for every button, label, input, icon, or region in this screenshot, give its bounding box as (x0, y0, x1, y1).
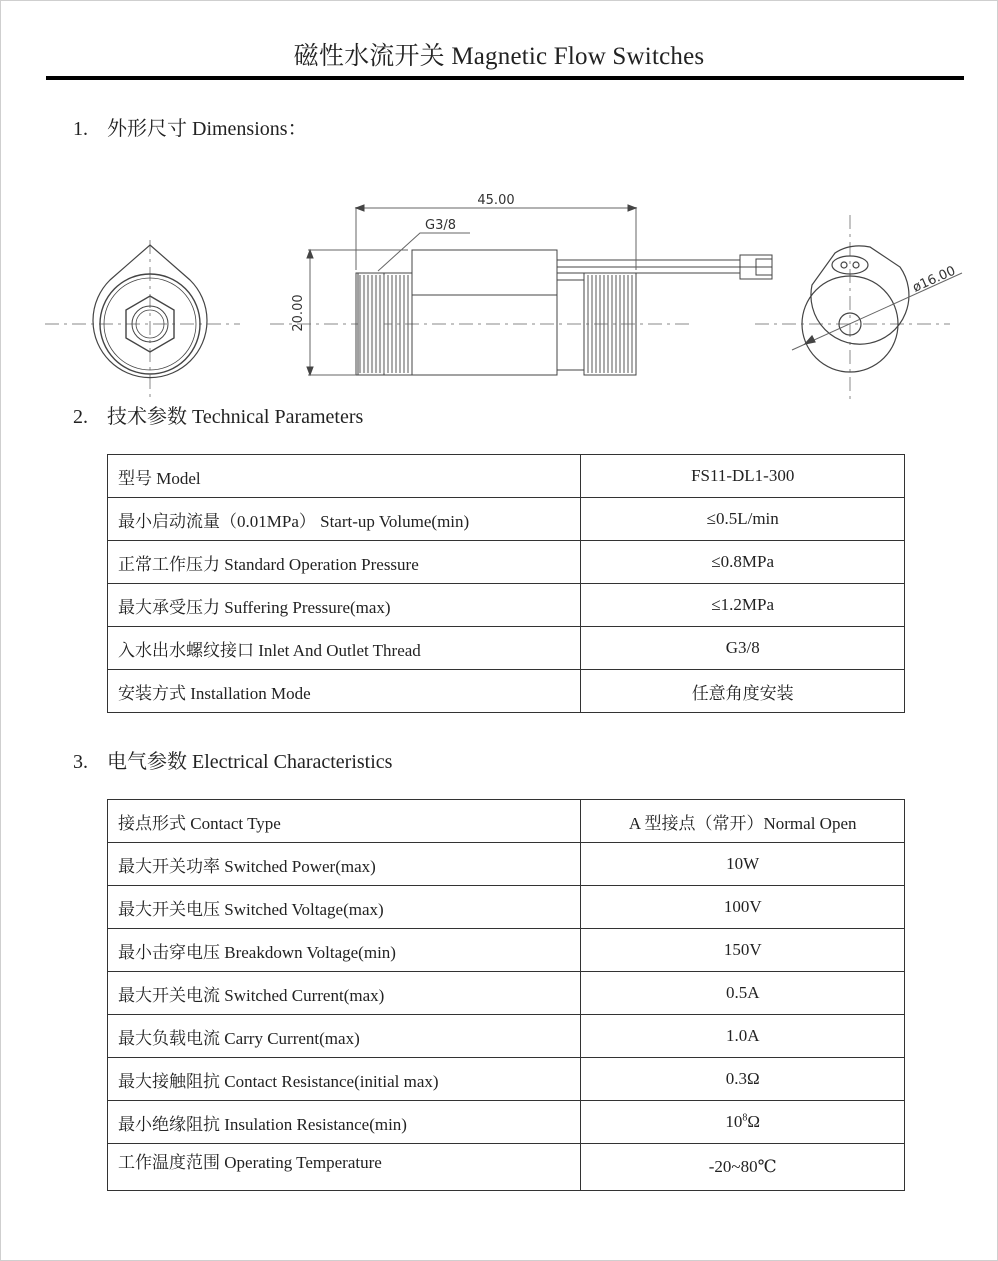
table-row (108, 1144, 905, 1191)
table-row (108, 972, 905, 1015)
param-value: FS11-DL1-300 (581, 455, 905, 498)
technical-parameters-table (107, 454, 905, 713)
param-value: 任意角度安装 (581, 670, 905, 713)
table-row (108, 886, 905, 929)
section-label: 外形尺寸 Dimensions： (107, 118, 308, 140)
table-row (108, 627, 905, 670)
table-row (108, 1015, 905, 1058)
thread-label: G3/8 (425, 218, 456, 233)
param-value: ≤1.2MPa (581, 584, 905, 627)
param-value: 0.5A (581, 972, 905, 1015)
param-label: 型号 Model (108, 455, 581, 498)
diameter-dimension: ø16.00 (910, 263, 958, 296)
param-label: 最小启动流量（0.01MPa） Start-up Volume(min) (108, 498, 581, 541)
param-label: 最大开关功率 Switched Power(max) (108, 843, 581, 886)
param-label: 接点形式 Contact Type (108, 800, 581, 843)
table-row (108, 929, 905, 972)
param-value: 150V (581, 929, 905, 972)
section-dimensions (73, 112, 308, 141)
section-number: 2. (73, 406, 88, 428)
section-electrical (73, 745, 392, 774)
value-exponent: 8 (742, 1112, 748, 1124)
side-view (307, 205, 772, 375)
param-value: 1.0A (581, 1015, 905, 1058)
table-row (108, 1058, 905, 1101)
param-label: 最大开关电压 Switched Voltage(max) (108, 886, 581, 929)
electrical-characteristics-table (107, 799, 905, 1191)
table-row (108, 498, 905, 541)
param-value: -20~80℃ (581, 1144, 905, 1191)
table-row (108, 843, 905, 886)
param-value: 0.3Ω (581, 1058, 905, 1101)
length-dimension: 45.00 (477, 193, 515, 208)
center-lines (45, 215, 950, 400)
param-value: ≤0.5L/min (581, 498, 905, 541)
param-value: G3/8 (581, 627, 905, 670)
param-label: 正常工作压力 Standard Operation Pressure (108, 541, 581, 584)
param-label: 入水出水螺纹接口 Inlet And Outlet Thread (108, 627, 581, 670)
section-label: 电气参数 Electrical Characteristics (107, 751, 393, 773)
table-row (108, 584, 905, 627)
param-label: 最大接触阻抗 Contact Resistance(initial max) (108, 1058, 581, 1101)
param-label: 最小绝缘阻抗 Insulation Resistance(min) (108, 1101, 581, 1144)
section-number: 3. (73, 751, 88, 773)
param-value: 100V (581, 886, 905, 929)
table-row (108, 670, 905, 713)
param-label: 最小击穿电压 Breakdown Voltage(min) (108, 929, 581, 972)
table-row (108, 800, 905, 843)
param-value: ≤0.8MPa (581, 541, 905, 584)
param-label: 工作温度范围 Operating Temperature (108, 1144, 581, 1191)
param-value: A 型接点（常开）Normal Open (581, 800, 905, 843)
value-base: 10 (725, 1112, 743, 1131)
param-label: 最大负载电流 Carry Current(max) (108, 1015, 581, 1058)
table-row (108, 455, 905, 498)
section-number: 1. (73, 118, 88, 140)
value-unit: Ω (747, 1112, 761, 1131)
right-end-view (792, 246, 962, 372)
table-row (108, 1101, 905, 1144)
height-dimension: 20.00 (291, 294, 306, 332)
param-value: 10W (581, 843, 905, 886)
section-label: 技术参数 Technical Parameters (107, 406, 364, 428)
section-technical (73, 400, 363, 429)
param-value (581, 1101, 905, 1144)
title-underline (46, 76, 964, 80)
param-label: 安装方式 Installation Mode (108, 670, 581, 713)
param-label: 最大承受压力 Suffering Pressure(max) (108, 584, 581, 627)
table-row (108, 541, 905, 584)
page-title: 磁性水流开关 Magnetic Flow Switches (293, 43, 705, 70)
dimension-drawing (40, 185, 970, 400)
param-label: 最大开关电流 Switched Current(max) (108, 972, 581, 1015)
